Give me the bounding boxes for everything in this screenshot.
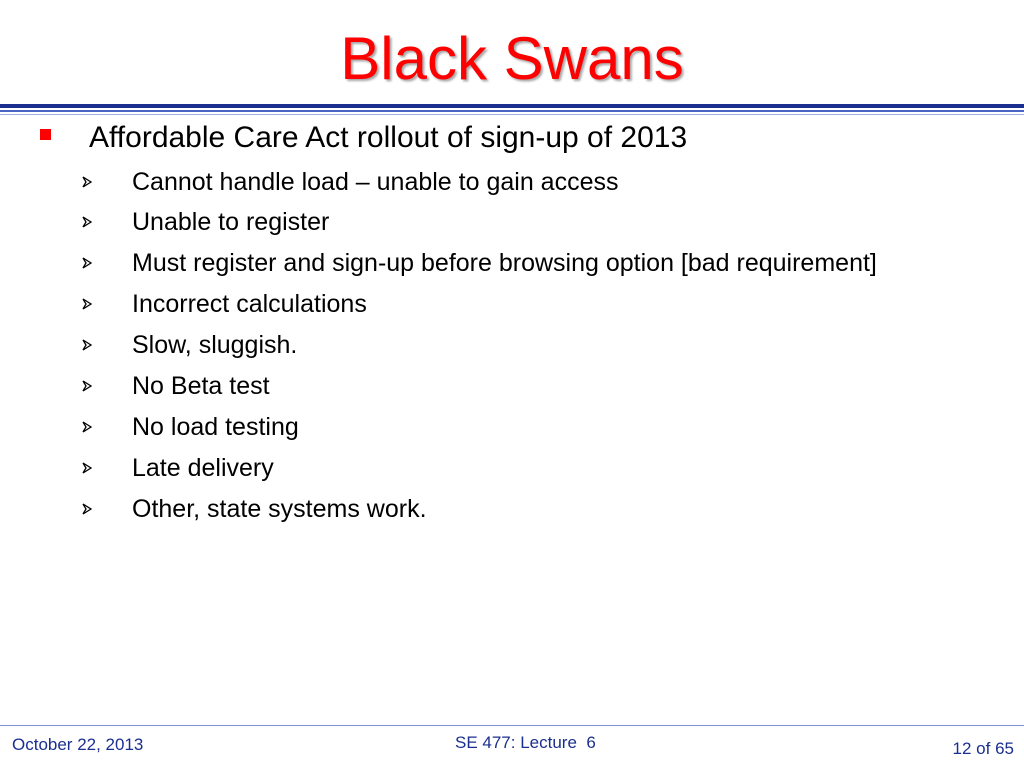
sub-bullet-item	[80, 164, 1000, 200]
sub-bullet-item	[80, 409, 1000, 445]
sub-bullet-text: Late delivery	[132, 454, 274, 482]
slide-title: Black Swans	[340, 25, 684, 92]
arrowhead-bullet-icon	[80, 417, 96, 437]
square-bullet-icon	[40, 129, 51, 140]
sub-bullet-text: Must register and sign-up before browsing option [bad requirement]	[132, 249, 877, 277]
footer-divider	[0, 725, 1024, 726]
arrowhead-bullet-icon	[80, 212, 96, 232]
sub-bullet-text: Other, state systems work.	[132, 495, 427, 523]
arrowhead-bullet-icon	[80, 335, 96, 355]
sub-bullet-item	[80, 245, 1000, 281]
main-bullet-item	[36, 118, 996, 158]
arrowhead-bullet-icon	[80, 376, 96, 396]
arrowhead-bullet-icon	[80, 458, 96, 478]
title-divider	[0, 104, 1024, 118]
sub-bullet-item	[80, 491, 1000, 527]
sub-bullet-text: Incorrect calculations	[132, 290, 367, 318]
footer-date: October 22, 2013	[12, 735, 144, 754]
footer-page-number: 12 of 65	[952, 739, 1014, 758]
sub-bullet-text: Cannot handle load – unable to gain access	[132, 168, 619, 196]
footer-course: SE 477: Lecture 6	[455, 733, 596, 752]
arrowhead-bullet-icon	[80, 253, 96, 273]
sub-bullet-text: No Beta test	[132, 372, 270, 400]
sub-bullet-item	[80, 368, 1000, 404]
main-bullet-text: Affordable Care Act rollout of sign-up of 2013	[89, 121, 688, 154]
sub-bullet-text: Unable to register	[132, 208, 330, 236]
sub-bullet-item	[80, 204, 1000, 240]
sub-bullet-item	[80, 450, 1000, 486]
arrowhead-bullet-icon	[80, 499, 96, 519]
sub-bullet-item	[80, 286, 1000, 322]
sub-bullet-text: Slow, sluggish.	[132, 331, 298, 359]
sub-bullet-text: No load testing	[132, 413, 299, 441]
sub-bullet-item	[80, 327, 1000, 363]
arrowhead-bullet-icon	[80, 294, 96, 314]
arrowhead-bullet-icon	[80, 172, 96, 192]
